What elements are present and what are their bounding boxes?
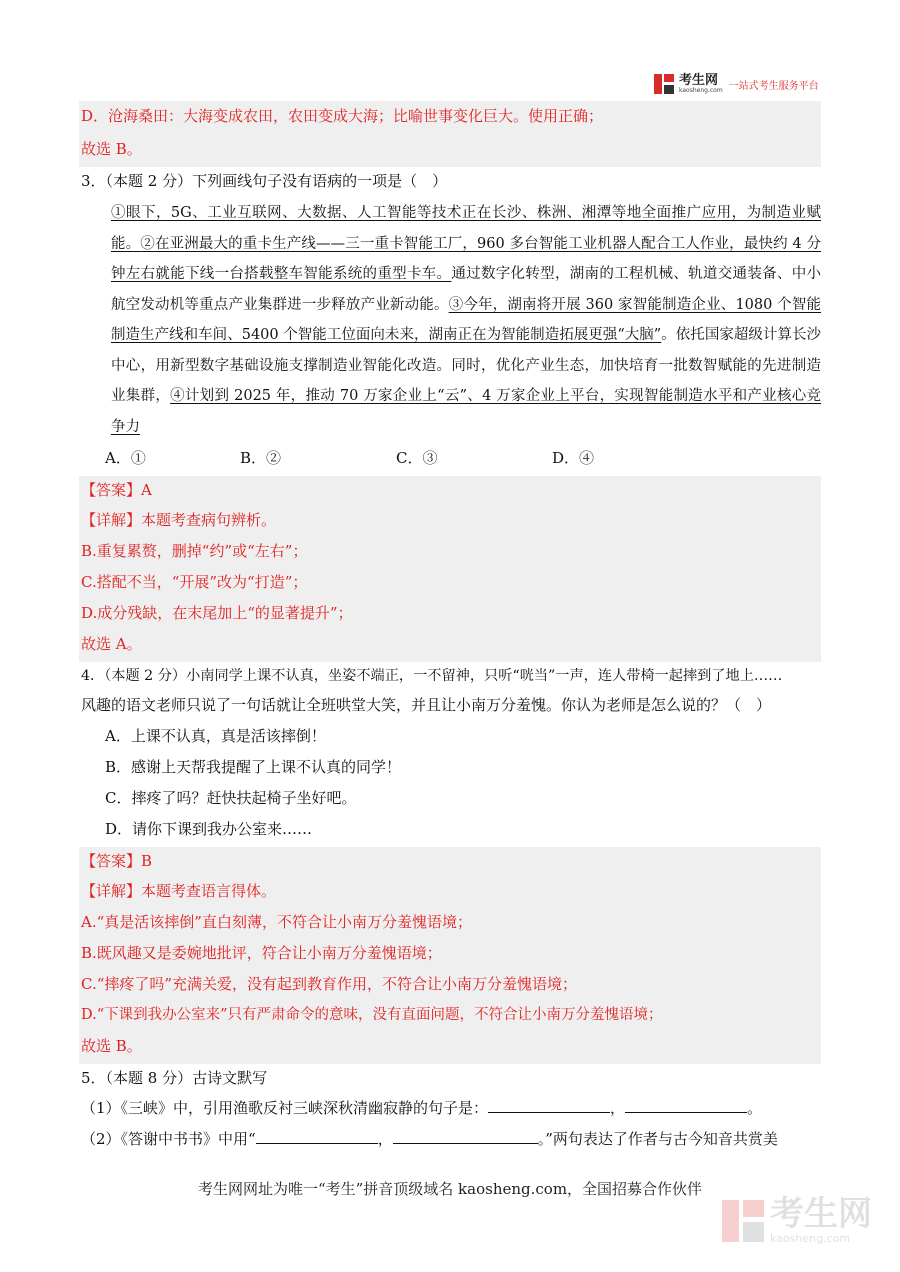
q5-item1 bbox=[81, 1098, 762, 1118]
q3-option-b: B．② bbox=[240, 449, 282, 467]
q3-segment: ②在亚洲最大的重卡生产线——三一重卡智能工厂，960 多台智能工业机器人配合工人作业，最快约 4 分钟左右就能下线一台搭载整车智能系统的重型卡车。 bbox=[111, 235, 821, 282]
q5-item2 bbox=[81, 1129, 778, 1149]
q4-explain: 【详解】本题考查语言得体。 bbox=[81, 882, 277, 900]
watermark-name: 考生网 bbox=[770, 1194, 872, 1234]
q3-option-c: C．③ bbox=[396, 449, 438, 467]
q3-segment: 。依托国家超级计算长沙中心，用新型数字基础设施支撑制造业智能化改造。同时，优化产业生态，加快培育一批数智赋能的先进制造业集群， bbox=[111, 327, 821, 404]
page-footer: 考生网网址为唯一“考生”拼音顶级域名 kaosheng.com，全国招募合作伙伴 bbox=[197, 1180, 703, 1198]
q3-segment: ①眼下，5G、工业互联网、大数据、人工智能等技术正在长沙、株洲、湘潭等地全面推广应用，为制造业赋能。 bbox=[111, 205, 821, 252]
q3-conclusion: 故选 A。 bbox=[81, 635, 142, 653]
q5-item1-prefix: （1）《三峡》中，引用渔歌反衬三峡深秋清幽寂静的句子是： bbox=[81, 1099, 489, 1117]
header-logo bbox=[654, 72, 819, 96]
q3-analysis-b: B.重复累赘，删掉“约”或“左右”； bbox=[81, 542, 308, 560]
prev-conclusion: 故选 B。 bbox=[81, 140, 142, 158]
q5-item1-sep: ， bbox=[610, 1099, 626, 1117]
q4-option-a: A．上课不认真，真是活该摔倒！ bbox=[105, 727, 326, 745]
logo-name: 考生网 bbox=[679, 73, 719, 88]
q5-item2-prefix: （2）《答谢中书书》中用“ bbox=[81, 1130, 256, 1148]
watermark bbox=[722, 1194, 872, 1245]
q3-option-a: A．① bbox=[105, 449, 146, 467]
q4-answer: 【答案】B bbox=[81, 852, 153, 870]
q3-stem: 3．（本题 2 分）下列画线句子没有语病的一项是（ ） bbox=[81, 172, 448, 190]
logo-slogan: 一站式考生服务平台 bbox=[728, 80, 819, 92]
q4-analysis-b: B.既风趣又是委婉地批评，符合让小南万分羞愧语境； bbox=[81, 944, 442, 962]
prev-option-d: D．沧海桑田：大海变成农田，农田变成大海；比喻世事变化巨大。使用正确； bbox=[81, 107, 604, 125]
q4-option-d: D．请你下课到我办公室来…… bbox=[105, 820, 313, 838]
q5-item2-end: 。”两句表达了作者与古今知音共赏美 bbox=[537, 1130, 778, 1148]
q4-analysis-d: D.“下课到我办公室来”只有严肃命令的意味，没有直面问题，不符合让小南万分羞愧语境； bbox=[81, 1007, 663, 1023]
q3-answer: 【答案】A bbox=[81, 481, 152, 499]
logo-icon bbox=[654, 74, 674, 94]
q4-stem-line1: 4．（本题 2 分）小南同学上课不认真，坐姿不端正，一不留神，只听“咣当”一声，连人带椅一起摔到了地上…… bbox=[81, 668, 783, 684]
logo-domain: kaosheng.com bbox=[679, 87, 723, 94]
q4-analysis-a: A.“真是活该摔倒”直白刻薄，不符合让小南万分羞愧语境； bbox=[81, 913, 472, 931]
q3-segment: ③今年，湖南将开展 360 家智能制造企业、1080 个智能制造生产线和车间、5400 个智能工位面向未来，湖南正在为智能制造拓展更强“大脑” bbox=[111, 296, 822, 343]
q3-analysis-c: C.搭配不当，“开展”改为“打造”； bbox=[81, 573, 308, 591]
q5-item1-blank-2[interactable] bbox=[625, 1098, 747, 1113]
q4-option-b: B．感谢上天帮我提醒了上课不认真的同学！ bbox=[105, 758, 402, 776]
q4-analysis-c: C.“摔疼了吗”充满关爱，没有起到教育作用，不符合让小南万分羞愧语境； bbox=[81, 975, 578, 993]
q4-stem-line2: 风趣的语文老师只说了一句话就让全班哄堂大笑，并且让小南万分羞愧。你认为老师是怎么说的？（ ） bbox=[81, 696, 772, 714]
q3-segment: ④计划到 2025 年，推动 70 万家企业上“云”、4 万家企业上平台，实现智能制造水平和产业核心竞争力 bbox=[111, 388, 822, 435]
q4-option-c: C．摔疼了吗？赶快扶起椅子坐好吧。 bbox=[105, 789, 357, 807]
q3-answer-block bbox=[79, 476, 821, 662]
q3-option-d: D．④ bbox=[552, 449, 595, 467]
watermark-domain: kaosheng.com bbox=[770, 1232, 851, 1245]
q3-passage bbox=[81, 198, 821, 442]
q4-conclusion: 故选 B。 bbox=[81, 1037, 142, 1055]
q3-explain: 【详解】本题考查病句辨析。 bbox=[81, 511, 277, 529]
q3-segment: 通过数字化转型，湖南的工程机械、轨道交通装备、中小航空发动机等重点产业集群进一步释放产业新动能。 bbox=[111, 266, 822, 313]
q5-item2-blank-1[interactable] bbox=[256, 1129, 378, 1144]
q3-analysis-d: D.成分残缺，在末尾加上“的显著提升”； bbox=[81, 604, 353, 622]
watermark-logo-icon bbox=[722, 1200, 764, 1242]
q5-item1-blank-1[interactable] bbox=[488, 1098, 610, 1113]
q5-item2-blank-2[interactable] bbox=[393, 1129, 538, 1144]
q5-item2-sep: ， bbox=[377, 1130, 393, 1148]
q5-item1-end: 。 bbox=[747, 1099, 763, 1117]
q5-stem: 5．（本题 8 分）古诗文默写 bbox=[81, 1069, 268, 1087]
